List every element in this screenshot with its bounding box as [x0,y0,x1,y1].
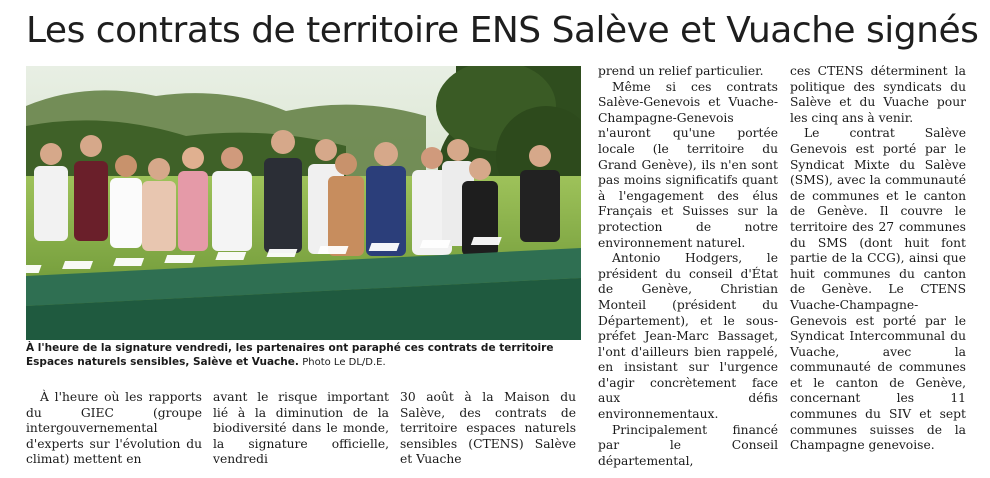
photo-caption [26,341,586,370]
paragraph: prend un relief particulier. [598,64,764,78]
photo-credit: Photo Le DL/D.E. [302,357,386,368]
body-column-4 [598,64,778,469]
body-column-2 [213,390,389,468]
body-column-3 [400,390,576,468]
paragraph: ces CTENS déterminent la politique des syndicats du Salève et du Vuache pour les cinq ans à venir. [790,64,966,125]
article-headline: Les contrats de territoire ENS Salève et Vuache signés [26,10,979,51]
paragraph: 30 août à la Maison du Salève, des contrats de territoire espaces naturels sensibles (CTENS) Salève et Vuache [400,390,576,467]
body-column-1 [26,390,202,468]
paragraph: Antonio Hodgers, le président du conseil d'État de Genève, Christian Monteil (président du Département), et le sous-préfet Jean-Marc Bassaget, l'ont d'ailleurs bien rappelé, en insistant sur l'urgence d'agir concrètement face aux défis environnementaux. [598,251,778,422]
photo-caption-text: À l'heure de la signature vendredi, les partenaires ont paraphé ces contrats de territoire Espaces naturels sensibles, Salève et Vuache. [26,342,554,368]
article-photo [26,66,581,340]
paragraph: Principalement financé par le Conseil départemental, [598,422,778,468]
paragraph: avant le risque important lié à la diminution de la biodiversité dans le monde, la signature officielle, vendredi [213,390,389,467]
body-column-5 [790,64,966,454]
paragraph: Même si ces contrats Salève-Genevois et Vuache-Champagne-Genevois n'auront qu'une portée locale (le territoire du Grand Genève), ils n'en sont pas moins significatifs quant à l'engagement des élus Français et Suisses sur la protection de notre environnement naturel. [598,79,778,250]
paragraph: Le contrat Salève Genevois est porté par le Syndicat Mixte du Salève (SMS), avec la communauté de communes et le canton de Genève. Il couvre le territoire des 27 communes du SMS (dont huit font partie de la CCG), ainsi que huit communes du canton de Genève. Le CTENS Vuache-Champagne-Genevois est porté par le Syndicat Intercommunal du Vuache, avec la communauté de communes et le canton de Genève, concernant les 11 communes du SIV et sept communes suisses de la Champagne genevoise. [790,126,966,453]
paragraph: À l'heure où les rapports du GIEC (groupe intergouvernemental d'experts sur l'évolution du climat) mettent en [26,390,202,467]
